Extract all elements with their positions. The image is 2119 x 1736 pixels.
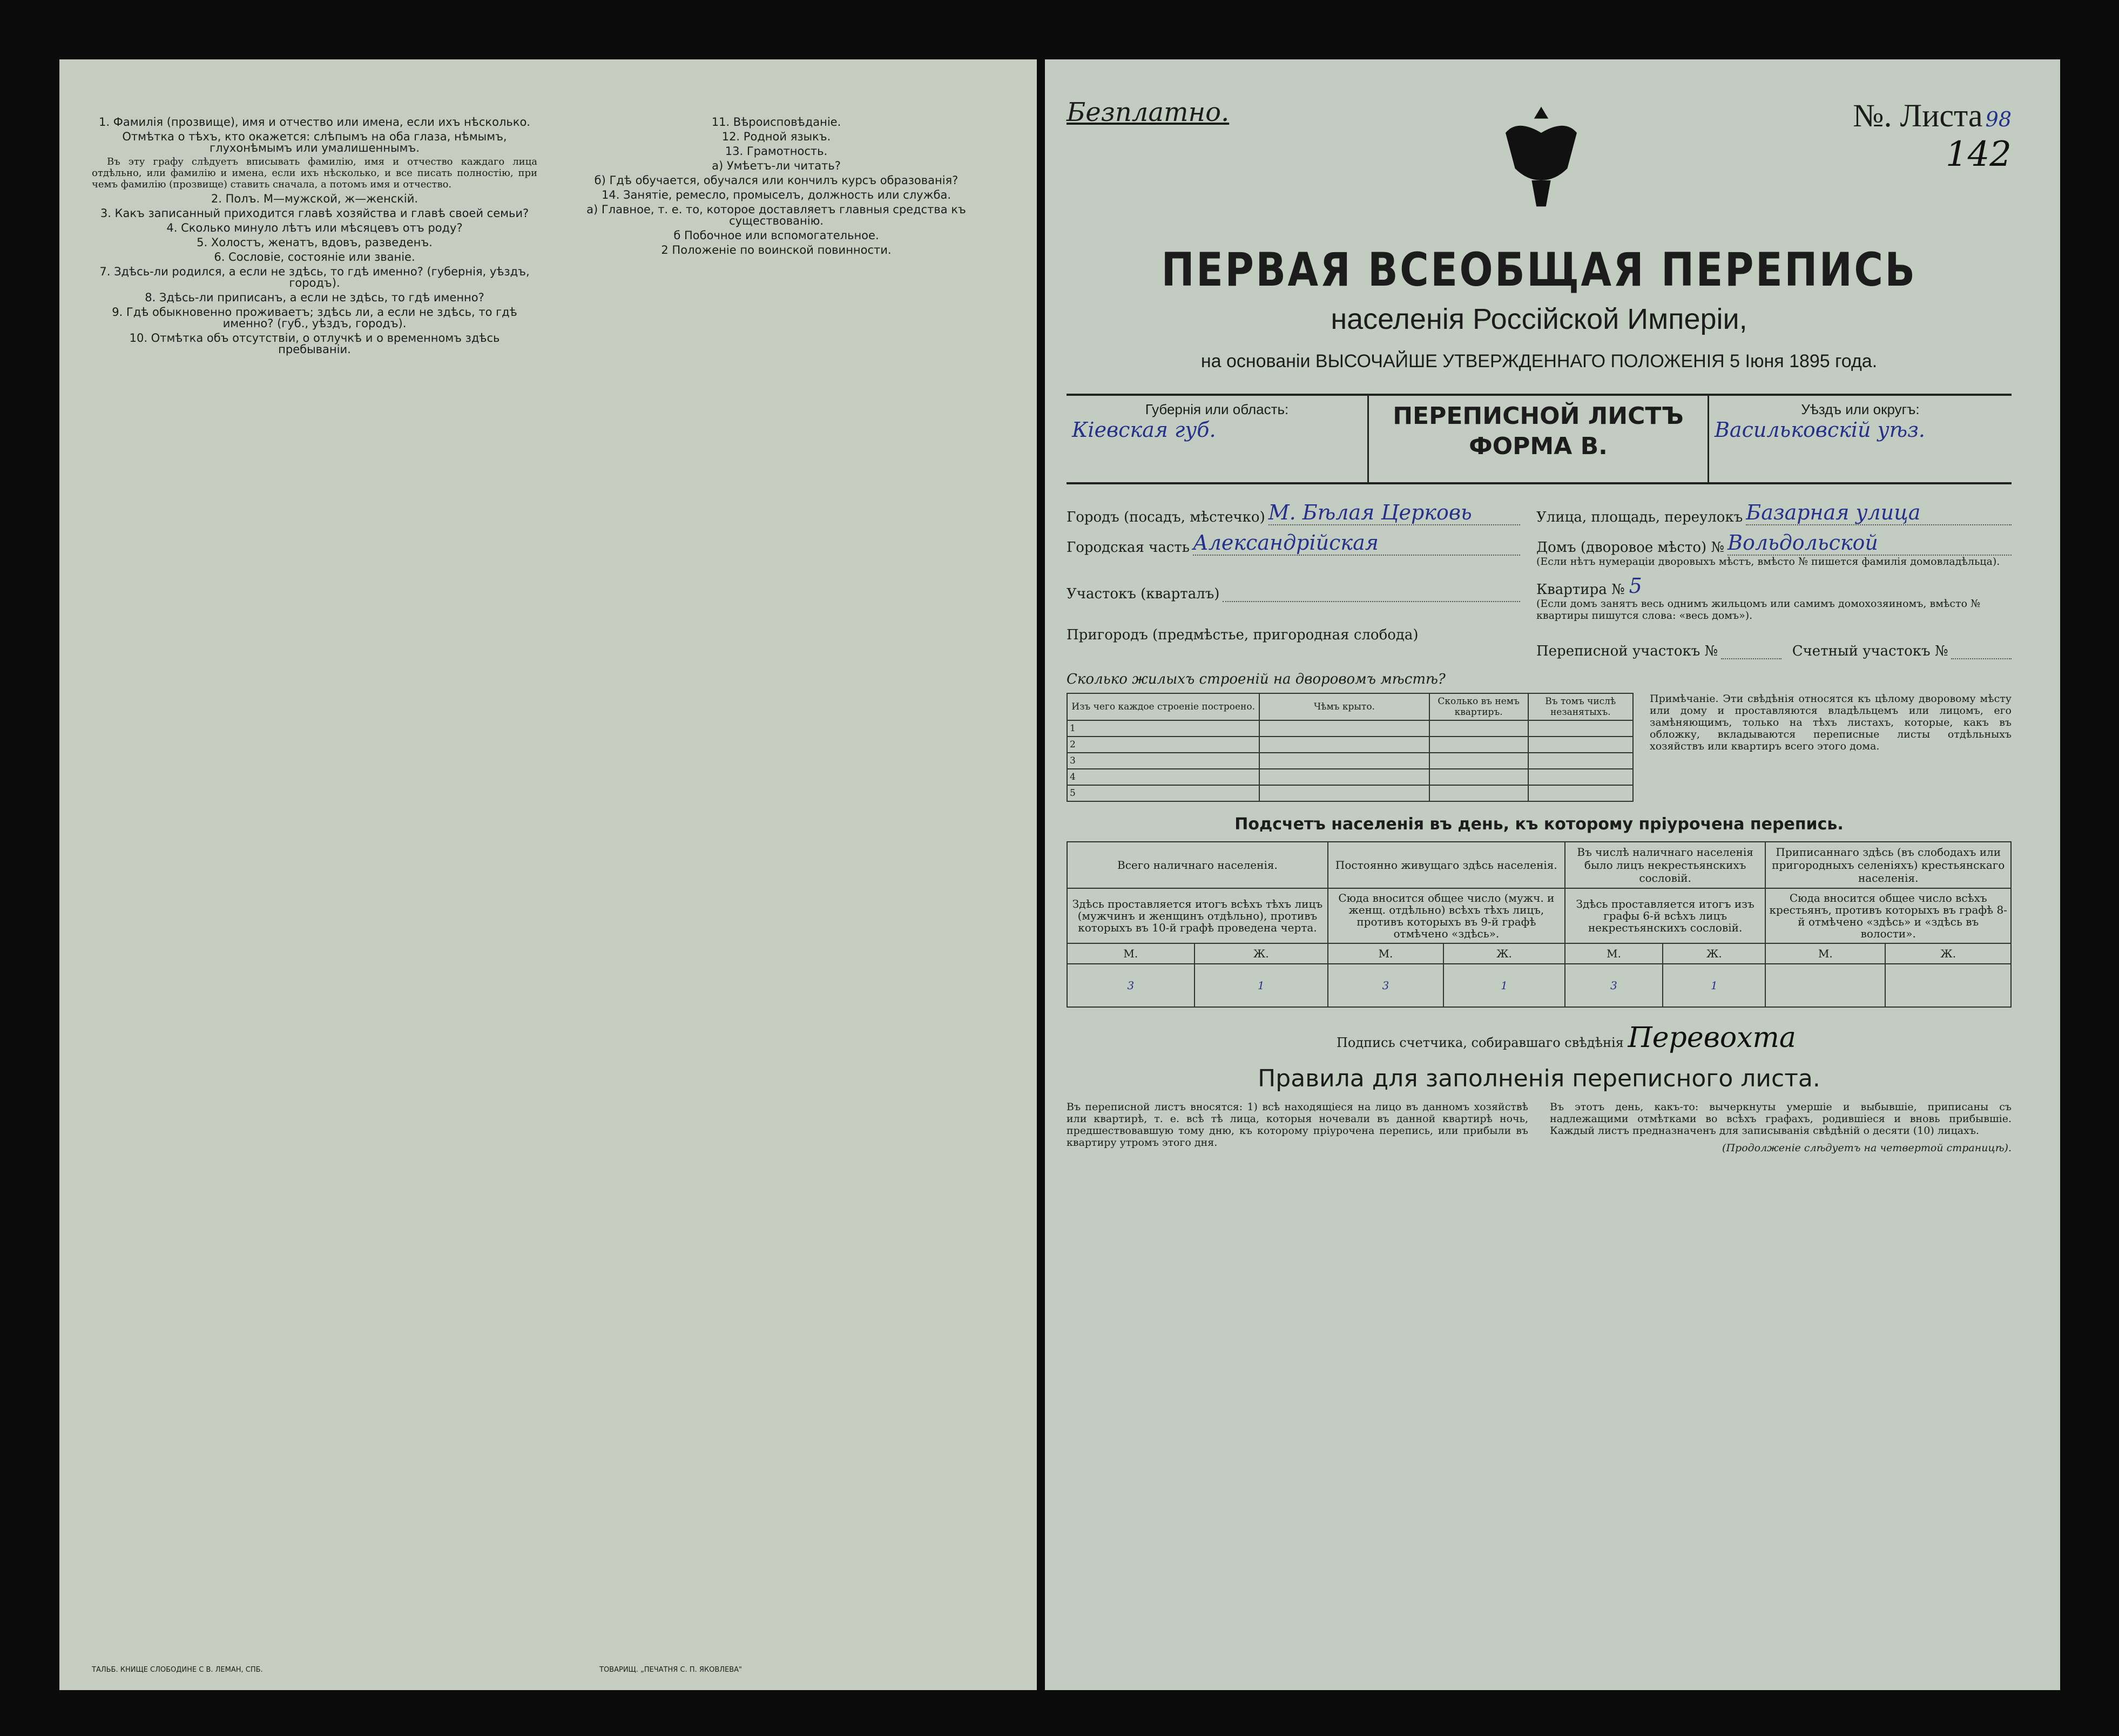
signature-value: Перевохта	[1628, 1022, 1796, 1054]
form-header-row	[1067, 394, 2012, 484]
section-heading: б Побочное или вспомогательное.	[673, 229, 879, 242]
section-heading: 2 Положеніе по воинской повинности.	[661, 244, 892, 256]
table-row: 5	[1067, 785, 1633, 801]
buildings-table	[1067, 693, 1634, 802]
table-row: 2	[1067, 737, 1633, 753]
flat-label: Квартира №	[1536, 582, 1625, 598]
buildings-col-roof: Чѣмъ крыто.	[1259, 693, 1429, 720]
population-table: Всего наличнаго населенія. Постоянно живущаго здѣсь населенія. Въ числѣ наличнаго населенія было лицъ некрестьянскихъ сословій. Приписаннаго здѣсь (въ слободахъ или пригородныхъ селеніяхъ) крестьянскаго населенія. Здѣсь проставляется итогъ всѣхъ тѣхъ лицъ (мужчинъ и женщинъ отдѣльно), противъ которыхъ въ 10-й графѣ проведена черта. Сюда вносится общее число (мужч. и женщ. отдѣльно) всѣхъ тѣхъ лицъ, противъ которыхъ въ 9-й графѣ отмѣчено «здѣсь». Здѣсь проставляется итогъ изъ графы 6-й всѣхъ лицъ некрестьянскихъ сословій. Сюда вносится общее число всѣхъ крестьянъ, противъ которыхъ въ графѣ 8-й отмѣчено «здѣсь» и «здѣсь въ волости». М. Ж. М. Ж. М. Ж. М. Ж. 3 1 3 1 3 1	[1067, 841, 2012, 1008]
census-district-label: Переписной участокъ №	[1536, 643, 1718, 659]
sheet-margin-number: 142	[1945, 134, 2012, 174]
pop-col-non-peasant: Въ числѣ наличнаго населенія было лицъ некрестьянскихъ сословій.	[1565, 842, 1766, 888]
house-note: (Если нѣтъ нумераціи дворовыхъ мѣстъ, вмѣсто № пишется фамилія домовладѣльца).	[1536, 556, 2000, 568]
section-heading: а) Главное, т. е. то, которое доставляетъ главныя средства къ существованію.	[586, 203, 966, 227]
uchastok-line	[1223, 601, 1520, 602]
buildings-note: Примѣчаніе. Эти свѣдѣнія относятся къ цѣлому дворовому мѣсту или дому и проставляются владѣльцемъ или лицомъ, его замѣняющимъ, только на тѣхъ листахъ, которые, какъ въ обложку, вкладываются переписные листы отдѣльныхъ хозяйствъ или квартиръ всего этого дома.	[1650, 693, 2012, 752]
section-heading: 7. Здѣсь-ли родился, а если не здѣсь, то гдѣ именно? (губернія, уѣздъ, городъ).	[99, 265, 530, 289]
section-heading: Отмѣтка о тѣхъ, кто окажется: слѣпымъ на оба глаза, нѣмымъ, глухонѣмымъ или умалишеннымъ.	[122, 130, 507, 154]
city-part-value: Александрійская	[1193, 531, 1520, 556]
signature-row	[1067, 1022, 2012, 1054]
section-heading: 3. Какъ записанный приходится главѣ хозяйства и главѣ своей семьи?	[100, 207, 529, 220]
census-subtitle: населенія Россійской Имперіи,	[1331, 303, 1747, 335]
section-heading: 4. Сколько минуло лѣтъ или мѣсяцевъ отъ роду?	[166, 221, 463, 234]
imprint-left: ТАЛЬБ. КНИЩЕ СЛОБОДИНЕ С В. ЛЕМАН, СПБ.	[92, 1666, 263, 1674]
census-basis: на основаніи ВЫСОЧАЙШЕ УТВЕРЖДЕННАГО ПОЛОЖЕНІЯ 5 Іюня 1895 года.	[1200, 351, 1878, 371]
free-label: Безплатно.	[1067, 97, 1230, 127]
buildings-question: Сколько жилыхъ строеній на дворовомъ мѣстѣ?	[1067, 671, 1446, 687]
section-heading: 2. Полъ. М—мужской, ж—женскій.	[211, 192, 419, 205]
uchastok-label: Участокъ (кварталъ)	[1067, 586, 1220, 602]
table-row: 3	[1067, 753, 1633, 769]
flat-note: (Если домъ занятъ весь однимъ жильцомъ или самимъ домохозяиномъ, вмѣсто № квартиры пишутся слова: «весь домъ»).	[1536, 598, 1981, 622]
section-heading: 13. Грамотность.	[725, 145, 828, 158]
form-title-line1: ПЕРЕПИСНОЙ ЛИСТЪ	[1393, 402, 1684, 430]
city-part-label: Городская часть	[1067, 539, 1190, 556]
uezd-value: Васильковскій уѣз.	[1715, 418, 1925, 442]
section-heading: 8. Здѣсь-ли приписанъ, а если не здѣсь, то гдѣ именно?	[145, 291, 484, 304]
section-heading: 1. Фамилія (прозвище), имя и отчество или имена, если ихъ нѣсколько.	[99, 116, 530, 129]
section-heading: 12. Родной языкъ.	[721, 130, 831, 143]
right-page-census-form	[1045, 59, 2060, 1690]
table-row: 1	[1067, 720, 1633, 737]
population-values-row: 3 1 3 1 3 1	[1067, 964, 2011, 1007]
gubernia-label: Губернія или область:	[1145, 401, 1289, 417]
section-heading: 14. Занятіе, ремесло, промыселъ, должность или служба.	[601, 188, 951, 201]
instruction-text: Въ эту графу слѣдуетъ вписывать фамилію, имя и отчество каждаго лица отдѣльно, или фамилію и имена, если ихъ нѣсколько, и все писать полностію, при чемъ фамилію (прозвище) ставить сначала, а потомъ имя и отчество.	[92, 156, 537, 190]
sheet-number-value: 98	[1985, 107, 2012, 131]
street-value: Базарная улица	[1746, 501, 2012, 525]
left-page-instructions	[59, 59, 1037, 1690]
count-district-label: Счетный участокъ №	[1792, 643, 1948, 659]
section-heading: 9. Гдѣ обыкновенно проживаетъ; здѣсь ли, а если не здѣсь, то гдѣ именно? (губ., уѣздъ, городъ).	[112, 306, 517, 330]
pop-col-peasant: Приписаннаго здѣсь (въ слободахъ или пригородныхъ селеніяхъ) крестьянскаго населенія.	[1765, 842, 2011, 888]
section-heading: а) Умѣетъ-ли читать?	[712, 159, 841, 172]
population-title: Подсчетъ населенія въ день, къ которому пріурочена перепись.	[1234, 815, 1844, 834]
signature-label: Подпись счетчика, собиравшаго свѣдѣнія	[1337, 1035, 1624, 1050]
rules-columns	[1067, 1101, 2012, 1154]
rules-title: Правила для заполненія переписного листа.	[1258, 1065, 1820, 1092]
table-row: 4	[1067, 769, 1633, 785]
sheet-number-label: №. Листа	[1853, 98, 1983, 133]
buildings-col-material: Изъ чего каждое строеніе построено.	[1067, 693, 1259, 720]
buildings-col-vacant: Въ томъ числѣ незанятыхъ.	[1528, 693, 1633, 720]
house-label: Домъ (дворовое мѣсто) №	[1536, 539, 1725, 556]
census-title: ПЕРВАЯ ВСЕОБЩАЯ ПЕРЕПИСЬ	[1161, 243, 1917, 297]
rules-column-1: Въ переписной листъ вносятся: 1) всѣ находящіеся на лицо въ данномъ хозяйствѣ или квартирѣ, т. е. всѣ тѣ лица, которыя ночевали въ данной квартирѣ ночь, предшествовавшую тому дню, къ которому пріурочена перепись, или прибыли въ квартиру утромъ этого дня.	[1067, 1101, 1528, 1149]
house-value: Вольдольской	[1727, 531, 2012, 556]
pop-col-permanent: Постоянно живущаго здѣсь населенія.	[1328, 842, 1565, 888]
section-heading: 6. Сословіе, состояніе или званіе.	[214, 251, 415, 264]
instructions-column-1	[92, 113, 537, 1658]
section-heading: 10. Отмѣтка объ отсутствіи, о отлучкѣ и о временномъ здѣсь пребываніи.	[129, 332, 500, 356]
continuation-note: (Продолженіе слѣдуетъ на четвертой страницѣ).	[1722, 1142, 2012, 1154]
flat-value: 5	[1629, 574, 1642, 598]
imprint-right: ТОВАРИЩ. „ПЕЧАТНЯ С. П. ЯКОВЛЕВА"	[599, 1666, 743, 1674]
section-heading: 11. Вѣроисповѣданіе.	[711, 116, 841, 129]
prigorod-label: Пригородъ (предмѣстье, пригородная слобода)	[1067, 627, 1419, 643]
form-title-line2: ФОРМА В.	[1469, 433, 1608, 460]
imperial-eagle-icon	[1479, 97, 1603, 216]
section-heading: 5. Холостъ, женатъ, вдовъ, разведенъ.	[197, 236, 433, 249]
street-label: Улица, площадь, переулокъ	[1536, 509, 1743, 525]
instructions-column-2	[554, 113, 999, 1658]
buildings-col-flats: Сколько въ немъ квартиръ.	[1429, 693, 1528, 720]
city-label: Городъ (посадъ, мѣстечко)	[1067, 509, 1265, 525]
section-heading: б) Гдѣ обучается, обучался или кончилъ курсъ образованія?	[594, 174, 959, 187]
uezd-label: Уѣздъ или округъ:	[1801, 401, 1920, 417]
address-block	[1067, 495, 2012, 659]
gubernia-value: Кіевская губ.	[1072, 418, 1216, 442]
rules-column-2: Въ этотъ день, какъ-то: вычеркнуты умершіе и выбывшіе, приписаны съ надлежащими отмѣтками во всѣхъ графахъ, родившіеся и вновь прибывшіе. Каждый листъ предназначенъ для записыванія свѣдѣній о десяти (10) лицахъ.	[1550, 1101, 2012, 1137]
city-value: М. Бѣлая Церковь	[1268, 501, 1520, 525]
pop-col-present: Всего наличнаго населенія.	[1067, 842, 1328, 888]
